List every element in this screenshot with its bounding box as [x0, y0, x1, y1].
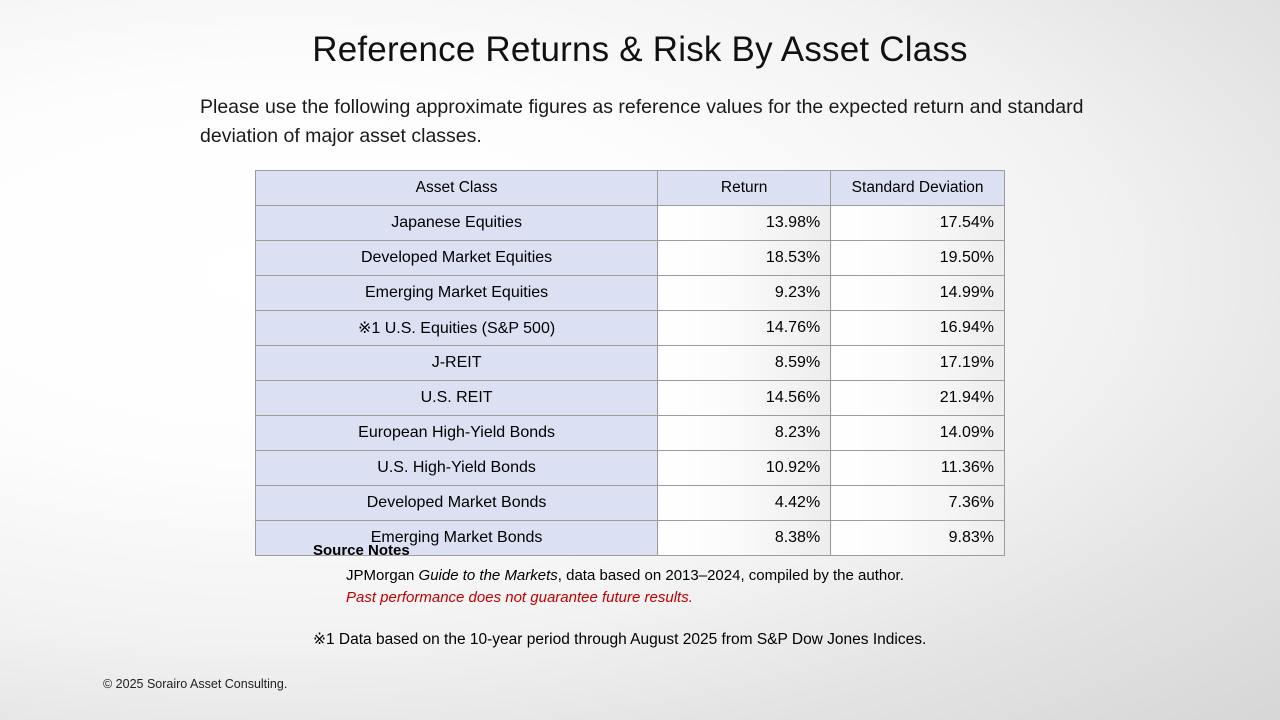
source-notes-citation	[346, 565, 904, 587]
cell-standard-deviation: 14.99%	[831, 276, 1005, 311]
table-header	[256, 171, 1005, 206]
table-row	[256, 451, 1005, 486]
cell-standard-deviation: 21.94%	[831, 381, 1005, 416]
cell-return: 14.76%	[658, 311, 831, 346]
cell-standard-deviation: 17.19%	[831, 346, 1005, 381]
table-row	[256, 276, 1005, 311]
copyright-text: © 2025 Sorairo Asset Consulting.	[103, 677, 288, 691]
cell-asset-class: Emerging Market Equities	[256, 276, 658, 311]
cell-asset-class: European High-Yield Bonds	[256, 416, 658, 451]
intro-paragraph: Please use the following approximate figures as reference values for the expected return and standard deviation of major asset classes.	[200, 96, 1084, 147]
table-row	[256, 381, 1005, 416]
table-row	[256, 346, 1005, 381]
cell-asset-class: Developed Market Equities	[256, 241, 658, 276]
cell-asset-class: U.S. High-Yield Bonds	[256, 451, 658, 486]
column-header-standard-deviation: Standard Deviation	[831, 171, 1005, 206]
cell-return: 10.92%	[658, 451, 831, 486]
table-row	[256, 486, 1005, 521]
table-body	[256, 206, 1005, 556]
asset-class-table	[255, 170, 1005, 556]
source-notes	[313, 540, 904, 609]
cell-return: 14.56%	[658, 381, 831, 416]
column-header-return: Return	[658, 171, 831, 206]
table-header-row	[256, 171, 1005, 206]
citation-prefix: JPMorgan	[346, 567, 419, 584]
cell-return: 13.98%	[658, 206, 831, 241]
cell-standard-deviation: 7.36%	[831, 486, 1005, 521]
cell-standard-deviation: 17.54%	[831, 206, 1005, 241]
table-row	[256, 241, 1005, 276]
column-header-asset-class: Asset Class	[256, 171, 658, 206]
table-row	[256, 206, 1005, 241]
page-title: Reference Returns & Risk By Asset Class	[312, 30, 968, 69]
source-notes-heading: Source Notes	[313, 542, 410, 559]
cell-asset-class: U.S. REIT	[256, 381, 658, 416]
cell-return: 8.59%	[658, 346, 831, 381]
cell-asset-class: ※1 U.S. Equities (S&P 500)	[256, 311, 658, 346]
cell-standard-deviation: 16.94%	[831, 311, 1005, 346]
cell-asset-class: Developed Market Bonds	[256, 486, 658, 521]
cell-asset-class: Japanese Equities	[256, 206, 658, 241]
cell-standard-deviation: 14.09%	[831, 416, 1005, 451]
table-row	[256, 311, 1005, 346]
cell-return: 9.23%	[658, 276, 831, 311]
cell-return: 8.38%	[658, 521, 831, 556]
cell-asset-class: J-REIT	[256, 346, 658, 381]
cell-standard-deviation: 19.50%	[831, 241, 1005, 276]
cell-return: 4.42%	[658, 486, 831, 521]
cell-standard-deviation: 9.83%	[831, 521, 1005, 556]
citation-title: Guide to the Markets	[418, 567, 558, 584]
table-row	[256, 416, 1005, 451]
cell-return: 8.23%	[658, 416, 831, 451]
disclaimer-text: Past performance does not guarantee future results.	[346, 589, 693, 606]
cell-asset-class: Emerging Market Bonds	[256, 521, 658, 556]
citation-suffix: , data based on 2013–2024, compiled by the author.	[557, 567, 904, 584]
footnote-text: ※1 Data based on the 10-year period through August 2025 from S&P Dow Jones Indices.	[313, 631, 927, 648]
cell-standard-deviation: 11.36%	[831, 451, 1005, 486]
cell-return: 18.53%	[658, 241, 831, 276]
